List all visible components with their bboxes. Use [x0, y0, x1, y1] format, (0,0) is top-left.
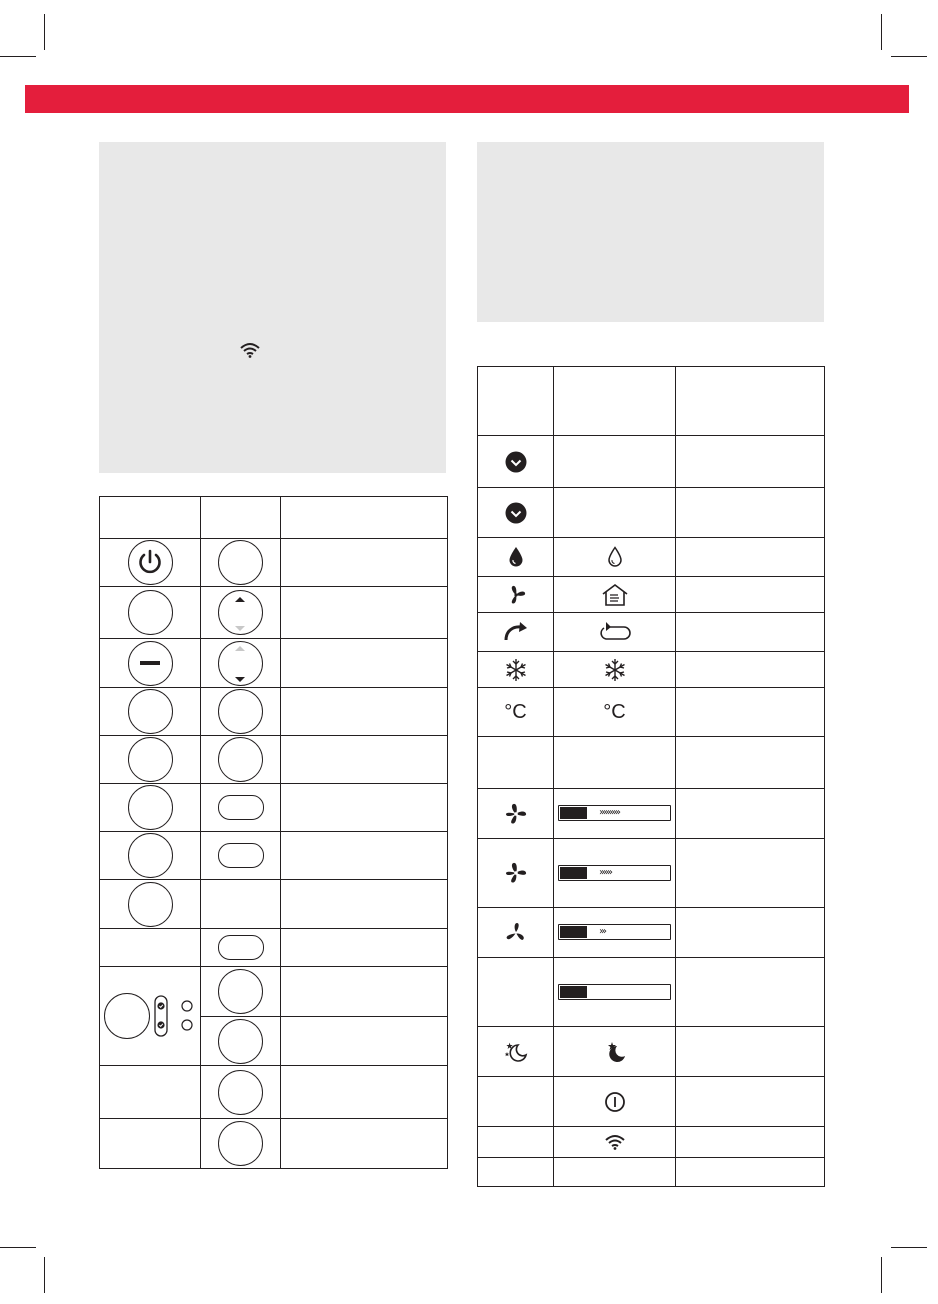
- speed-arrows: ›››: [599, 926, 605, 938]
- drop-solid-icon: [508, 546, 524, 568]
- table-header-row: [100, 497, 448, 539]
- fan-icon: [505, 584, 527, 606]
- round-button: [218, 737, 263, 782]
- row-description: [676, 577, 825, 613]
- moon-star-icon: [603, 1041, 627, 1063]
- table-row: [478, 1127, 825, 1158]
- row-description: [281, 688, 448, 736]
- row-description: [676, 688, 825, 737]
- round-button: [218, 1121, 263, 1166]
- table-row: [100, 929, 448, 967]
- row-description: [281, 587, 448, 639]
- clock-check-icon: [504, 450, 528, 474]
- table-row: [100, 639, 448, 688]
- table-row: [478, 958, 825, 1027]
- moon-stars-icon: [504, 1041, 528, 1063]
- celsius-symbol: °C: [504, 700, 527, 723]
- row-description: [676, 436, 825, 488]
- snowflake-icon: [504, 658, 528, 682]
- right-info-box: [477, 142, 824, 322]
- pill-button: [218, 843, 264, 868]
- wifi-icon: [604, 1134, 626, 1150]
- round-button: [218, 1019, 263, 1064]
- row-description: [281, 784, 448, 832]
- round-button: [218, 689, 263, 734]
- row-description: [676, 1077, 825, 1127]
- left-info-box: [99, 142, 446, 473]
- table-row: [478, 577, 825, 613]
- crop-mark: [0, 56, 36, 57]
- table-row: [478, 908, 825, 958]
- speed-bar-empty: [558, 984, 671, 1000]
- table-row: [100, 967, 448, 1017]
- row-description: [281, 880, 448, 929]
- round-button: [218, 1070, 263, 1115]
- fan-high-icon: [504, 802, 528, 826]
- loop-arrow-icon: [598, 621, 632, 643]
- speed-arrows: ››››››››››: [599, 807, 619, 819]
- round-button: [128, 689, 173, 734]
- table-row: [478, 737, 825, 789]
- up-arrow-button: [218, 590, 263, 635]
- header-bar: [25, 85, 909, 113]
- table-row: [478, 613, 825, 652]
- speed-bar-low: [558, 924, 671, 940]
- crop-mark: [44, 1257, 45, 1293]
- table-row: [478, 839, 825, 908]
- power-button: [128, 540, 173, 585]
- row-description: [676, 789, 825, 839]
- row-description: [676, 839, 825, 908]
- table-row: [100, 587, 448, 639]
- row-description: [281, 736, 448, 784]
- round-button: [128, 882, 173, 927]
- pill-button: [218, 795, 264, 820]
- timer-power-icon: [604, 1091, 626, 1113]
- pill-button: [218, 935, 264, 960]
- row-description: [676, 1158, 825, 1187]
- speed-bar-mid: [558, 865, 671, 881]
- house-wind-icon: [600, 583, 630, 607]
- round-button: [128, 785, 173, 830]
- row-description: [281, 1119, 448, 1169]
- table-row: [100, 688, 448, 736]
- row-description: [281, 1017, 448, 1066]
- table-row: [100, 736, 448, 784]
- speed-bar-high: [558, 805, 671, 821]
- table-row: [478, 1077, 825, 1127]
- row-description: [676, 488, 825, 538]
- round-button: [128, 737, 173, 782]
- row-description: [676, 652, 825, 688]
- fan-low-icon: [504, 921, 528, 945]
- table-header-row: [478, 367, 825, 436]
- snowflake-icon: [603, 658, 627, 682]
- fan-mid-icon: [504, 861, 528, 885]
- minus-button: [128, 641, 173, 686]
- row-description: [281, 539, 448, 587]
- row-description: [281, 639, 448, 688]
- wifi-icon: [239, 342, 261, 358]
- row-description: [676, 613, 825, 652]
- swing-arrow-icon: [503, 621, 529, 643]
- row-description: [676, 1127, 825, 1158]
- round-button: [218, 969, 263, 1014]
- row-description: [281, 1066, 448, 1119]
- table-row: [478, 789, 825, 839]
- round-button: [128, 833, 173, 878]
- round-button: [218, 540, 263, 585]
- row-description: [281, 967, 448, 1017]
- table-row: [478, 538, 825, 577]
- row-description: [676, 958, 825, 1027]
- row-description: [676, 908, 825, 958]
- table-row: [478, 1027, 825, 1077]
- crop-mark: [0, 1247, 36, 1248]
- table-row: [478, 652, 825, 688]
- table-row: [478, 488, 825, 538]
- table-row: [100, 784, 448, 832]
- row-description: [676, 737, 825, 789]
- round-button: [128, 590, 173, 635]
- speed-arrows: ››››››: [599, 866, 611, 878]
- row-description: [281, 929, 448, 967]
- crop-mark: [881, 1257, 882, 1293]
- row-description: [676, 1027, 825, 1077]
- crop-mark: [891, 1247, 927, 1248]
- table-row: [478, 688, 825, 737]
- switch-slider-icon: [154, 994, 198, 1038]
- down-arrow-button: [218, 641, 263, 686]
- button-table: [99, 496, 448, 1169]
- table-row: [100, 539, 448, 587]
- row-description: [281, 832, 448, 880]
- drop-outline-icon: [607, 546, 623, 568]
- crop-mark: [44, 14, 45, 50]
- selector-switch: [100, 986, 200, 1046]
- table-row: [478, 1158, 825, 1187]
- table-row: [100, 1066, 448, 1119]
- round-button: [104, 993, 150, 1039]
- crop-mark: [891, 56, 927, 57]
- table-row: [100, 1119, 448, 1169]
- clock-check-icon: [504, 501, 528, 525]
- table-row: [100, 880, 448, 929]
- indicator-table: [477, 366, 825, 1187]
- table-row: [100, 832, 448, 880]
- row-description: [676, 538, 825, 577]
- table-row: [478, 436, 825, 488]
- celsius-symbol: °C: [603, 700, 626, 723]
- crop-mark: [881, 14, 882, 50]
